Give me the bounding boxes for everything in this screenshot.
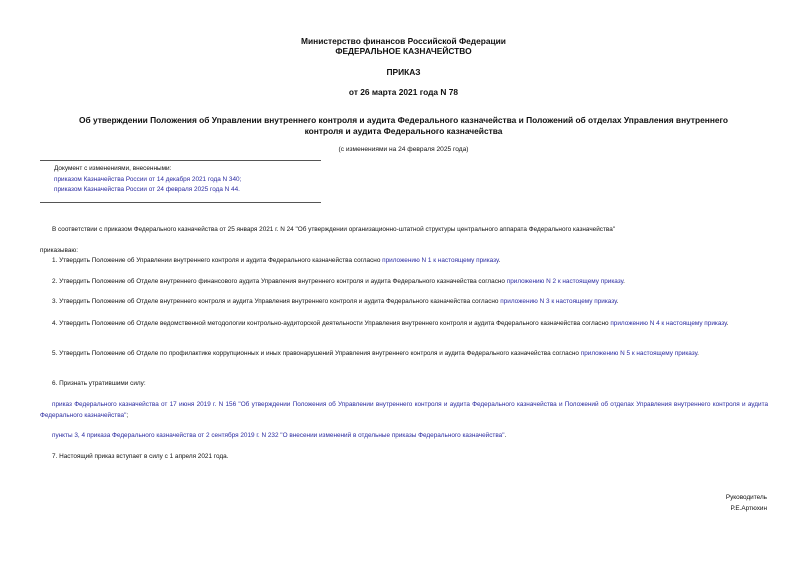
signatory-name: Р.Е.Артюхин [730,505,767,512]
paragraph-1-text: 1. Утвердить Положение об Управлении внутреннего контроля и аудита Федерального казначейства согласно [52,257,383,264]
changes-bottom-rule [40,202,321,203]
document-title: Об утверждении Положения об Управлении внутреннего контроля и аудита Федерального казначейства и Положений об отделах Управления внутреннего контроля и аудита Федерального казначейства [78,115,729,136]
paragraph-6b: пункты 3, 4 приказа Федерального казначейства от 2 сентября 2019 г. N 232 "О внесении изменений в отдельные приказы Федерального казначейства". [52,432,507,439]
change-link-2[interactable]: приказом Казначейства России от 24 февраля 2025 года N 44. [54,186,240,193]
paragraph-2-text: 2. Утвердить Положение об Отделе внутреннего финансового аудита Управления внутреннего контроля и аудита Федерального казначейства согласно [52,278,507,285]
paragraph-5-text: 5. Утвердить Положение об Отделе по профилактике коррупционных и иных правонарушений Управления внутреннего контроля и аудита Федерального казначейства согласно [52,350,581,357]
appendix-3-link[interactable]: приложению N 3 к настоящему приказу [500,298,617,305]
paragraph-3-text: 3. Утвердить Положение об Отделе внутреннего контроля и аудита Управления внутреннего контроля и аудита Федерального казначейства согласно [52,298,501,305]
paragraph-6a: приказ Федерального казначейства от 17 июня 2019 г. N 156 "Об утверждении Положения об Управлении внутреннего контроля и аудита Федерального казначейства и Положений об отделах Управления внутреннего контроля и аудита Федерального казначейства"; [40,401,768,419]
preamble: В соответствии с приказом Федерального казначейства от 25 января 2021 г. N 24 "Об утверждении организационно-штатной структуры центрального аппарата Федерального казначейства" [52,226,616,233]
paragraph-7: 7. Настоящий приказ вступает в силу с 1 апреля 2021 года. [52,453,229,460]
revision-note: (с изменениями на 24 февраля 2025 года) [338,146,469,153]
changes-intro: Документ с изменениями, внесенными: [54,165,172,172]
paragraph-1: 1. Утвердить Положение об Управлении внутреннего контроля и аудита Федерального казначейства согласно приложению N 1 к настоящему приказу. [52,257,501,264]
appendix-2-link[interactable]: приложению N 2 к настоящему приказу [506,278,624,285]
repealed-order-156-link[interactable]: приказ Федерального казначейства от 17 июня 2019 г. N 156 "Об утверждении Положения об Управлении внутреннего контроля и аудита Федерального казначейства и Положений об отделах Управления внутреннего контроля и аудита Федерального казначейства" [40,401,768,419]
appendix-4-link[interactable]: приложению N 4 к настоящему приказу [610,320,727,327]
appendix-1-link[interactable]: приложению N 1 к настоящему приказу [382,257,499,264]
order-word: приказываю: [40,247,78,254]
paragraph-5: 5. Утвердить Положение об Отделе по профилактике коррупционных и иных правонарушений Управления внутреннего контроля и аудита Федерального казначейства согласно приложению N 5 к настоящему приказу. [52,350,699,357]
changes-top-rule [40,160,321,161]
change-link-1[interactable]: приказом Казначейства России от 14 декабря 2021 года N 340; [54,176,242,183]
ministry-name: Министерство финансов Российской Федерации [301,36,506,46]
paragraph-2: 2. Утвердить Положение об Отделе внутреннего финансового аудита Управления внутреннего контроля и аудита Федерального казначейства согласно приложению N 2 к настоящему приказу. [52,278,625,285]
document-date: от 26 марта 2021 года N 78 [348,87,459,97]
document-type: ПРИКАЗ [386,67,421,77]
appendix-5-link[interactable]: приложению N 5 к настоящему приказу [580,350,698,357]
paragraph-3: 3. Утвердить Положение об Отделе внутреннего контроля и аудита Управления внутреннего контроля и аудита Федерального казначейства согласно приложению N 3 к настоящему приказу. [52,298,619,305]
paragraph-4: 4. Утвердить Положение об Отделе ведомственной методологии контрольно-аудиторской деятельности Управления внутреннего контроля и аудита Федерального казначейства согласно приложению N 4 к настоящему приказу. [52,320,729,327]
signatory-position: Руководитель [725,494,767,501]
paragraph-4-text: 4. Утвердить Положение об Отделе ведомственной методологии контрольно-аудиторской деятельности Управления внутреннего контроля и аудита Федерального казначейства согласно [52,320,611,327]
agency-name: ФЕДЕРАЛЬНОЕ КАЗНАЧЕЙСТВО [335,46,472,56]
paragraph-6: 6. Признать утратившими силу: [52,380,146,387]
repealed-order-232-link[interactable]: пункты 3, 4 приказа Федерального казначейства от 2 сентября 2019 г. N 232 "О внесении изменений в отдельные приказы Федерального казначейства" [52,432,505,439]
